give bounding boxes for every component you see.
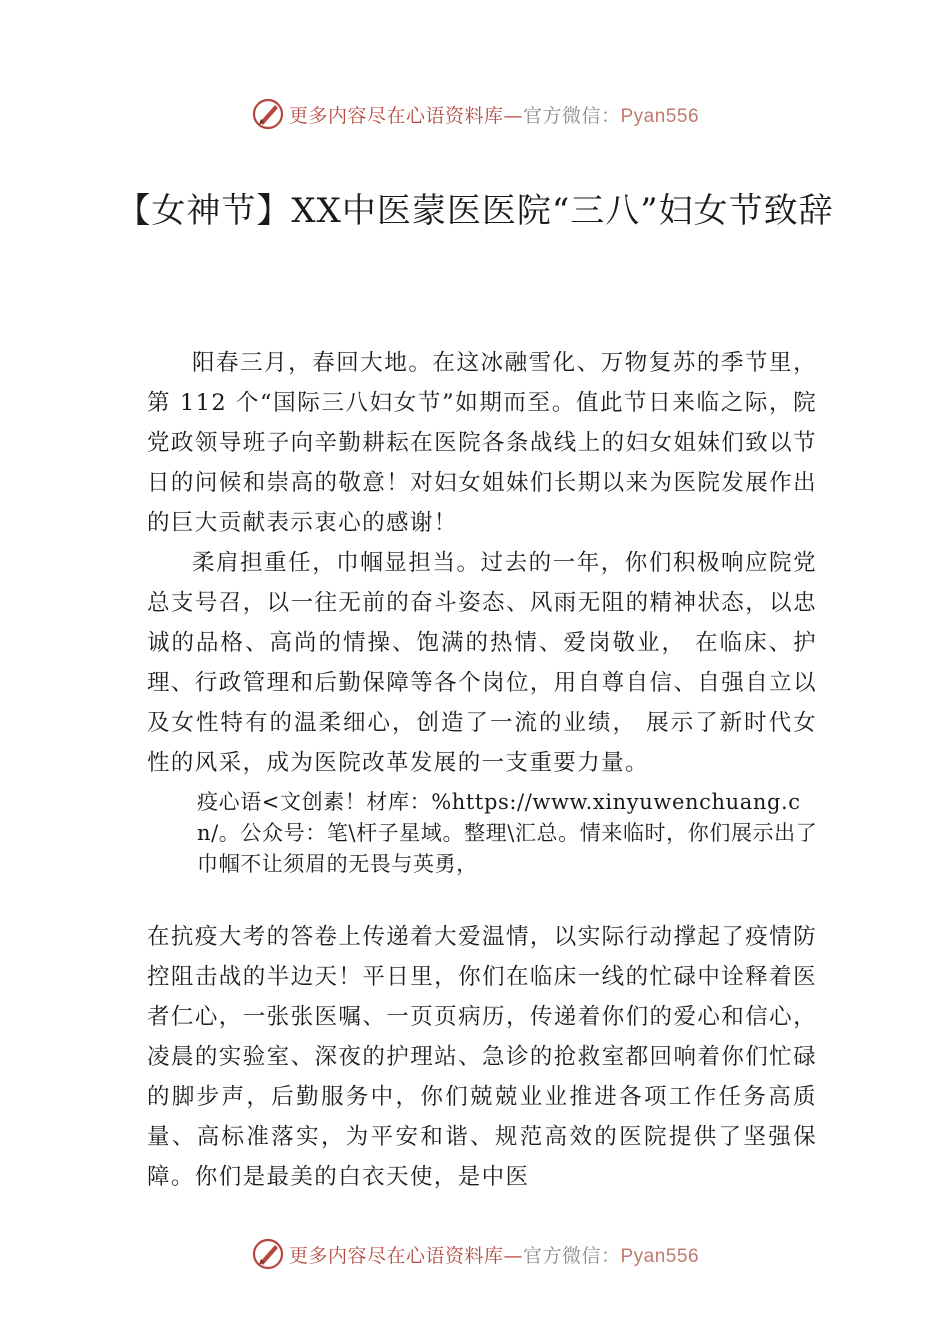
pen-logo-icon [251, 1237, 285, 1271]
footer-banner-id: Pyan556 [620, 1245, 700, 1267]
footer-banner-wechat: 官方微信： [522, 1244, 621, 1267]
header-banner-text [289, 101, 699, 128]
footer-banner-text [289, 1241, 699, 1268]
paragraph-2-text: 柔肩担重任，巾帼显担当。过去的一年，你们积极响应院党总支号召，以一往无前的奋斗姿态、风雨无阻的精神状态，以忠诚的品格、高尚的情操、饱满的热情、爱岗敬业， 在临床、护理、行政管理和后勤保障等各个岗位，用自尊自信、自强自立以及女性特有的温柔细心，创造了一流的业绩， 展示了新时代女性的风采，成为医院改革发展的一支重要力量。 [147, 550, 817, 776]
header-banner [0, 94, 950, 134]
header-banner-id: Pyan556 [620, 105, 700, 127]
paragraph-3 [147, 917, 817, 1197]
footer-banner-sep: — [503, 1244, 523, 1267]
document-title: 【女神节】XX中医蒙医医院“三八”妇女节致辞 [116, 191, 834, 231]
paragraph-3-text: 在抗疫大考的答卷上传递着大爱温情，以实际行动撑起了疫情防控阻击战的半边天！平日里，你们在临床一线的忙碌中诠释着医者仁心，一张张医嘱、一页页病历，传递着你们的爱心和信心，凌晨的实验室、深夜的护理站、急诊的抢救室都回响着你们忙碌的脚步声，后勤服务中，你们兢兢业业推进各项工作任务高质量、高标准落实，为平安和谐、规范高效的医院提供了坚强保障。你们是最美的白衣天使，是中医 [147, 924, 817, 1190]
pen-logo-icon [251, 97, 285, 131]
header-banner-main: 更多内容尽在心语资料库 [288, 104, 504, 127]
paragraph-1-text: 阳春三月，春回大地。在这冰融雪化、万物复苏的季节里，第 112 个“国际三八妇女节”如期而至。值此节日来临之际，院党政领导班子向辛勤耕耘在医院各条战线上的妇女姐妹们致以节日的问候和崇高的敬意！对妇女姐妹们长期以来为医院发展作出的巨大贡献表示衷心的感谢！ [147, 350, 817, 536]
footer-banner [0, 1234, 950, 1274]
paragraph-2 [147, 543, 817, 783]
header-banner-wechat: 官方微信： [522, 104, 621, 127]
paragraph-1 [147, 343, 817, 543]
watermark-note: 疫心语<文创素！材库：%https://www.xinyuwenchuang.cn/。公众号：笔\杆子星域。整理\汇总。情来临时，你们展示出了巾帼不让须眉的无畏与英勇， [197, 790, 818, 876]
footer-banner-main: 更多内容尽在心语资料库 [288, 1244, 504, 1267]
header-banner-sep: — [503, 104, 523, 127]
